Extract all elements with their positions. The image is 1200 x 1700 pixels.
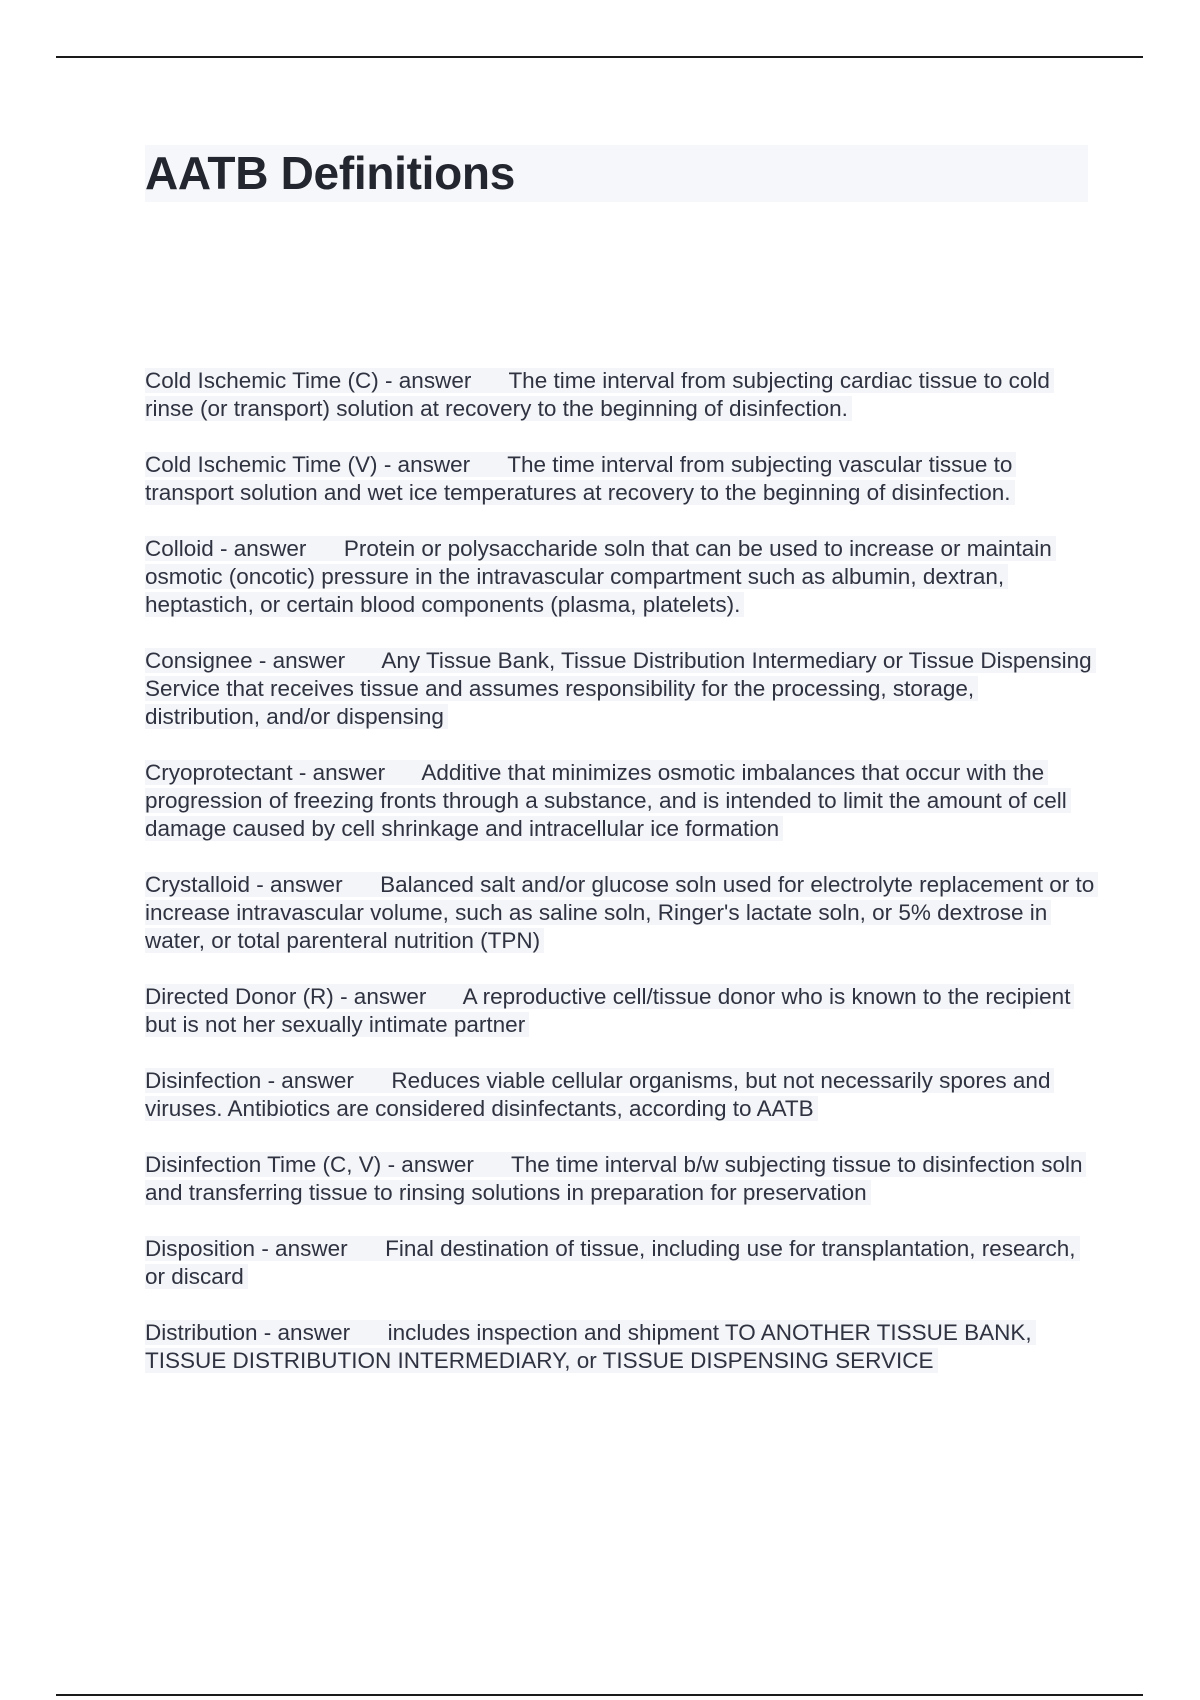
- definition-body: Any Tissue Bank, Tissue Distribution Intermediary or Tissue Dispensing Service that receives tissue and assumes responsibility for the processing, storage, distribution, and/or dispensing: [145, 648, 1092, 729]
- definition-text: [145, 984, 1074, 1037]
- definition-body: Additive that minimizes osmotic imbalances that occur with the progression of freezing fronts through a substance, and is intended to limit the amount of cell damage caused by cell shrinkage and intracellular ice formation: [145, 760, 1067, 841]
- definition-text: [145, 368, 1054, 421]
- bottom-rule: [56, 1694, 1143, 1696]
- definition-entry: [145, 1319, 1095, 1375]
- answer-separator: - answer: [378, 368, 509, 393]
- definition-text: [145, 1152, 1086, 1205]
- definition-body: The time interval from subjecting cardiac tissue to cold rinse (or transport) solution at recovery to the beginning of disinfection.: [145, 368, 1050, 421]
- definition-term: Cold Ischemic Time (C): [145, 368, 379, 393]
- definition-body: A reproductive cell/tissue donor who is known to the recipient but is not her sexually intimate partner: [145, 984, 1071, 1037]
- definition-term: Disinfection Time (C, V): [145, 1152, 382, 1177]
- definition-text: [145, 648, 1096, 729]
- definition-term: Distribution: [145, 1320, 258, 1345]
- definition-entry: [145, 1151, 1095, 1207]
- definition-body: Final destination of tissue, including use for transplantation, research, or discard: [145, 1236, 1076, 1289]
- definition-entry: [145, 451, 1095, 507]
- definition-entry: [145, 647, 1095, 731]
- definition-text: [145, 1236, 1080, 1289]
- definition-body: Balanced salt and/or glucose soln used for electrolyte replacement or to increase intravascular volume, such as saline soln, Ringer's lactate soln, or 5% dextrose in water, or total parenteral nutrition (TPN): [145, 872, 1095, 953]
- definition-term: Cryoprotectant: [145, 760, 293, 785]
- definition-entry: [145, 367, 1095, 423]
- answer-separator: - answer: [255, 1236, 386, 1261]
- definition-term: Disposition: [145, 1236, 256, 1261]
- definition-term: Cold Ischemic Time (V): [145, 452, 378, 477]
- definition-body: Reduces viable cellular organisms, but not necessarily spores and viruses. Antibiotics are considered disinfectants, according to AATB: [145, 1068, 1051, 1121]
- definition-body: The time interval b/w subjecting tissue to disinfection soln and transferring tissue to rinsing solutions in preparation for preservation: [145, 1152, 1083, 1205]
- definition-term: Directed Donor (R): [145, 984, 334, 1009]
- definition-term: Colloid: [145, 536, 214, 561]
- answer-separator: - answer: [333, 984, 463, 1009]
- definition-term: Crystalloid: [145, 872, 251, 897]
- answer-separator: - answer: [377, 452, 508, 477]
- definition-text: [145, 452, 1016, 505]
- answer-separator: - answer: [292, 760, 422, 785]
- definition-body: includes inspection and shipment TO ANOTHER TISSUE BANK, TISSUE DISTRIBUTION INTERMEDIARY, or TISSUE DISPENSING SERVICE: [145, 1320, 1032, 1373]
- definition-text: [145, 872, 1098, 953]
- top-rule: [56, 56, 1143, 58]
- answer-separator: - answer: [250, 872, 381, 897]
- definition-entry: [145, 1235, 1095, 1291]
- definition-entry: [145, 759, 1095, 843]
- answer-separator: - answer: [257, 1320, 388, 1345]
- definition-entry: [145, 871, 1095, 955]
- definition-body: The time interval from subjecting vascular tissue to transport solution and wet ice temperatures at recovery to the beginning of disinfection.: [145, 452, 1013, 505]
- definition-text: [145, 536, 1056, 617]
- definition-text: [145, 760, 1071, 841]
- definition-text: [145, 1320, 1036, 1373]
- definition-term: Disinfection: [145, 1068, 262, 1093]
- answer-separator: - answer: [381, 1152, 511, 1177]
- definitions-list: [145, 367, 1095, 1403]
- definition-text: [145, 1068, 1054, 1121]
- definition-body: Protein or polysaccharide soln that can be used to increase or maintain osmotic (oncotic) pressure in the intravascular compartment such as albumin, dextran, heptastich, or certain blood components (plasma, platelets).: [145, 536, 1052, 617]
- answer-separator: - answer: [252, 648, 382, 673]
- definition-term: Consignee: [145, 648, 253, 673]
- definition-entry: [145, 983, 1095, 1039]
- answer-separator: - answer: [261, 1068, 392, 1093]
- page-title: AATB Definitions: [145, 147, 515, 199]
- answer-separator: - answer: [213, 536, 344, 561]
- definition-entry: [145, 1067, 1095, 1123]
- definition-entry: [145, 535, 1095, 619]
